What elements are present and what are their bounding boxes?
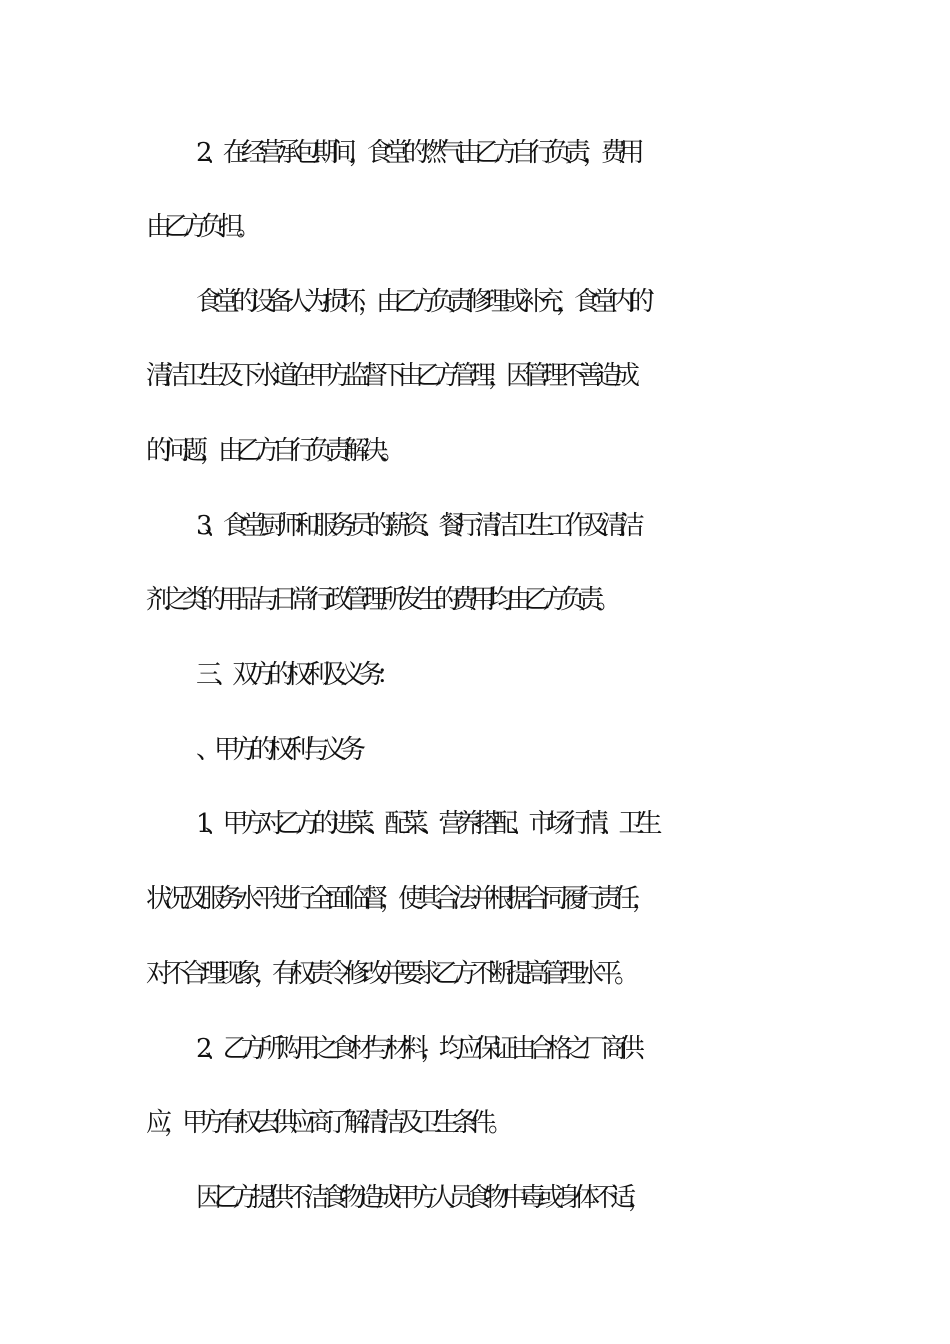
paragraph-line: 清洁卫生及下水道在甲方监督下由乙方管理，因管理不善造成 (146, 361, 633, 391)
paragraph-line: 2、 乙方所购用之食材与材料，均应保证由合格之厂商供 (196, 1034, 637, 1064)
paragraph-line: 由乙方负担。 (146, 212, 255, 242)
paragraph-line: 3、 食堂厨师和服务员的薪资、餐厅清洁卫生工作及清洁 (196, 511, 637, 541)
paragraph-line: 应，甲方有权去供应商了解清洁及卫生条件。 (146, 1108, 507, 1138)
paragraph-line: 1、甲方对乙方的进菜、配菜、营养搭配、市场行情、卫生 (196, 809, 655, 839)
paragraph-line: 食堂的设备人为损坏，由乙方负责修理或补充，食堂内的` (196, 287, 652, 317)
paragraph-line: 的问题，由乙方自行负责解决。 (146, 436, 399, 466)
paragraph-line: 因乙方提供不洁食物造成甲方人员食物中毒或身体不适， (196, 1183, 647, 1213)
paragraph-line: 2、 在经营承包期间，食堂的燃气由乙方自行负责，费用 (196, 138, 637, 168)
paragraph-line: 状况及服务水平进行全面临督，使其合法并根据合同履行责任， (146, 884, 651, 914)
paragraph-line: 剂之类的用品与日常行政管理所发生的费用均由乙方负责。 (146, 585, 615, 615)
paragraph-line: 对不合理现象，有权责令修改并要求乙方不断提高管理水平。 (146, 959, 633, 989)
subsection-heading: 、甲方的权利与义务 (196, 735, 359, 765)
section-heading: 三、 双方的权利及义务： (196, 660, 395, 690)
